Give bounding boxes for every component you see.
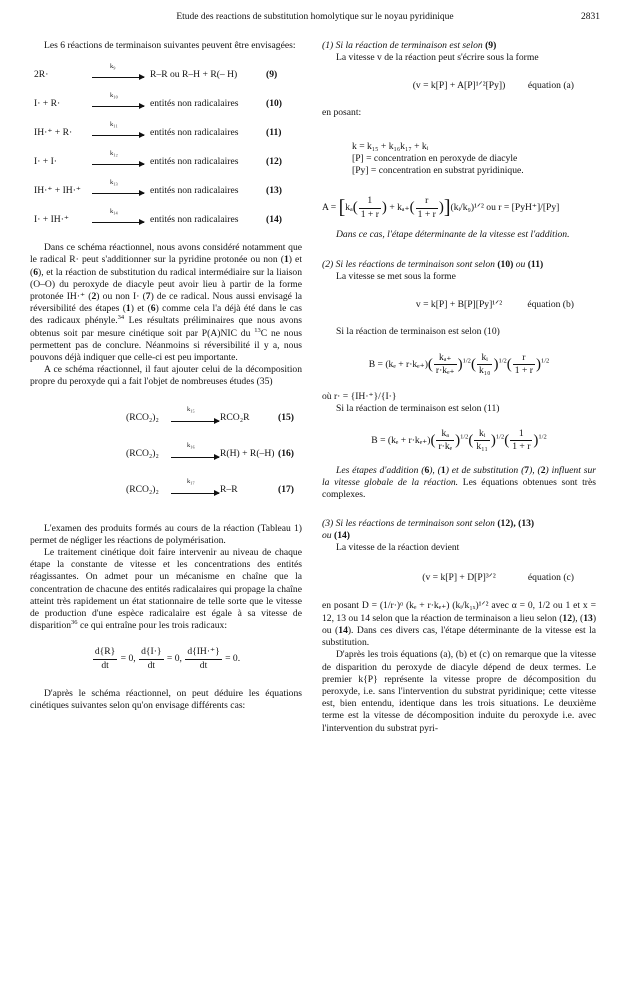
equation-A: A = [kₐ( $\frac{1}{1 + r}$ ) + kₐ₊( $\frac{r}{1 + r}$ )](kᵢ/k₉)¹ᐟ² ou r = [PyH⁺]/[Py] — [322, 195, 560, 220]
products-paragraph: L'examen des produits formés au cours de la réaction (Tableau 1) permet de négliger les réactions de polymérisation. — [30, 522, 302, 546]
right-column — [322, 40, 596, 735]
reaction-num: (9) — [266, 69, 278, 80]
reaction-rhs: entités non radicalaires — [150, 127, 239, 138]
case1-line: La vitesse v de la réaction peut s'écrire sous la forme — [336, 52, 539, 64]
running-title: Etude des reactions de substitution homolytique sur le noyau pyridinique — [176, 12, 454, 22]
reaction-arrow — [92, 135, 144, 136]
equation-b: v = k[P] + B[P][Py]¹ᐟ² équation (b) — [415, 299, 574, 311]
intro-paragraph: Les 6 réactions de terminaison suivantes peuvent être envisagées: — [44, 40, 296, 51]
reaction-lhs: IH·⁺ + R· — [34, 127, 73, 138]
decomposition-reactions — [30, 395, 302, 503]
reaction-lhs: 2R· — [34, 69, 49, 80]
reaction-num: (13) — [266, 185, 282, 196]
reaction-num: (11) — [266, 127, 282, 138]
termination-reaction-row — [30, 58, 302, 87]
cases-paragraph: D'après le schéma réactionnel, on peut déduire les équations cinétiques suivantes selon qu'on envisage différents cas: — [30, 687, 302, 712]
reaction-arrow — [92, 193, 144, 194]
equation-c: (v = k[P] + D[P]³ᐟ² équation (c) — [422, 572, 574, 584]
reaction-num: (16) — [278, 448, 294, 460]
decomposition-paragraph: A ce schéma réactionnel, il faut ajouter celui de la décomposition propre du peroxyde qui a fait l'objet de nombreuses études (35) — [30, 364, 302, 388]
reaction-k: k₉ — [110, 63, 116, 70]
termination-reaction-row — [30, 116, 302, 145]
case2-heading: (2) Si les réactions de terminaison sont selon (10) ou (11) — [322, 259, 544, 271]
r-definition: où r· = {IH·⁺}/{I·} — [322, 391, 397, 403]
reaction-rhs: R(H) + R(–H) — [220, 448, 275, 460]
page-number: 2831 — [581, 12, 600, 22]
reaction-k: k₁₇ — [187, 478, 195, 486]
reaction-arrow — [92, 164, 144, 165]
reaction-k: k₁₆ — [187, 442, 195, 450]
steady-state-equations: $\frac{d\{R\}}{dt}$ = 0, $\frac{d\{I\cdot\}}{dt}$ = 0, $\frac{d\{IH\cdot^+\}}{dt}$ = 0. — [94, 646, 241, 671]
reaction-k: k₁₀ — [110, 92, 118, 99]
case2-line: La vitesse se met sous la forme — [336, 271, 456, 283]
decomposition-reaction-row — [30, 431, 302, 467]
case1-heading: (1) Si la réaction de terminaison est selon (9) — [322, 40, 497, 51]
equation-B10: B = (kₑ + r·kₑ₊)( $\frac{\text{kₐ₊}}{\text{r·kₑ₊}}$ )$^{1/2}$( $\frac{\text{kᵢ}}{\text{k₁₀}}$ )$^{1/2}$( $\frac{r}{1 + r}$ )$^{1/2}$ — [368, 351, 550, 377]
reaction-rhs: entités non radicalaires — [150, 185, 239, 196]
reaction-rhs: entités non radicalaires — [150, 214, 239, 225]
reaction-lhs: IH·⁺ + IH·⁺ — [34, 185, 81, 196]
reaction-rhs: R–R ou R–H + R(– H) — [150, 69, 238, 80]
en-posant: en posant: — [322, 106, 362, 118]
case3-heading: (3) Si les réactions de terminaison sont selon (12), (13) ou (14) — [322, 517, 535, 541]
termination-reaction-row — [30, 87, 302, 116]
kinetics-paragraph: Le traitement cinétique doit faire intervenir au niveau de chaque étape la constante de vitesse et les concentrations des entités réagissantes. On admet pour un mécanisme en chaîne que la concentration de chacune des entités radicalaires qui propage la chaîne atteint très rapidement un état stationnaire de telle sorte que le vitesse de production d'une espèce radicalaire est égale à sa vitesse de disparition$^{36}$ ce qui entraîne pour les trois radicaux: — [30, 547, 302, 632]
termination-reaction-row — [30, 145, 302, 174]
reaction-k: k₁₄ — [110, 208, 118, 215]
reaction-rhs: R–R — [220, 484, 238, 496]
reaction-num: (17) — [278, 484, 294, 496]
reaction-lhs: (RCO₂)₂ — [126, 484, 159, 496]
reaction-arrow — [92, 106, 144, 107]
reaction-lhs: I· + I· — [34, 156, 57, 167]
scheme-paragraph: Dans ce schéma réactionnel, nous avons considéré notamment que le radical R· peut s'additionner sur la pyridine protonée ou non (1) et (6), et la réaction de substitution du radical intermédiaire sur la liaison (O–O) du peroxyde de diacyle peut avoir lieu à partir de la forme protonée IH·⁺ (2) ou non I· (7) de ce radical. Nous aussi envisagé la réversibilité des étapes (1) et (6) comme cela l'a déjà été dans le cas des radicaux phényle.$^{34}$ Les résultats préliminaires que nous avons obtenus soit par mesure cinétique soit par P(A)NIC du $^{13}$C ne nous permettent pas de conclure. Néanmoins si réversibilité il y a, nous pouvons déjà indiquer que celle-ci est peu importante. — [30, 242, 303, 364]
case1-note: Dans ce cas, l'étape déterminante de la vitesse est l'addition. — [336, 228, 570, 240]
termination-reaction-row — [30, 203, 302, 232]
reaction-k: k₁₂ — [110, 150, 118, 157]
reaction-k: k₁₁ — [110, 121, 118, 128]
reaction-lhs: (RCO₂)₂ — [126, 412, 159, 424]
reaction-rhs: entités non radicalaires — [150, 156, 239, 167]
reaction-rhs: RCO₂R — [220, 412, 250, 424]
case3-paragraph: en posant D = (1/r·)ᵅ (kₑ + r·kₑ₊) (kᵢ/k₁ₓ)¹ᐟ² avec α = 0, 1/2 ou 1 et x = 12, 13 ou 14 selon que la réaction de terminaison a lieu selon (12), (13) ou (14). Dans ces divers cas, l'étape déterminante de la vitesse est la substitution. — [322, 600, 597, 649]
reaction-lhs: I· + R· — [34, 98, 61, 109]
reaction-arrow — [171, 421, 219, 422]
equation-B11: B = (kₑ + r·kₑ₊)( $\frac{\text{kₐ}}{\text{r·kₑ}}$ )$^{1/2}$( $\frac{\text{kᵢ}}{\text{k₁₁}}$ )$^{1/2}$( $\frac{1}{1 + r}$ )$^{1/2}$ — [371, 427, 547, 452]
equation-a: (v = k[P] + A[P]¹ᐟ²[Py]) équation (a) — [412, 80, 574, 92]
reaction-num: (12) — [266, 156, 282, 167]
definitions: k = k₁₅ + k₁₆k₁₇ + kᵢ [P] = concentration en peroxyde de diacyle [Py] = concentration en substrat pyridinique. — [352, 140, 524, 177]
reaction-k: k₁₅ — [187, 406, 195, 414]
case3-line: La vitesse de la réaction devient — [336, 542, 460, 554]
left-column — [30, 40, 302, 712]
reaction-arrow — [171, 493, 219, 494]
reaction-lhs: I· + IH·⁺ — [34, 214, 69, 225]
reaction-num: (14) — [266, 214, 282, 225]
case2-note: Les étapes d'addition (6), (1) et de substitution (7), (2) influent sur la vitesse globale de la réaction. Les équations obtenues sont très complexes. — [322, 465, 596, 501]
reaction-arrow — [92, 77, 144, 78]
case2-line2: Si la réaction de terminaison est selon (10) — [336, 325, 500, 337]
reaction-arrow — [92, 222, 144, 223]
termination-reactions — [30, 58, 302, 232]
reaction-num: (15) — [278, 412, 294, 424]
reaction-num: (10) — [266, 98, 282, 109]
reaction-rhs: entités non radicalaires — [150, 98, 239, 109]
case2-line3: Si la réaction de terminaison est selon (11) — [336, 403, 500, 415]
running-header — [30, 12, 600, 26]
reaction-arrow — [171, 457, 219, 458]
decomposition-reaction-row — [30, 467, 302, 503]
reaction-lhs: (RCO₂)₂ — [126, 448, 159, 460]
reaction-k: k₁₃ — [110, 179, 118, 186]
termination-reaction-row — [30, 174, 302, 203]
conclusion-paragraph: D'après les trois équations (a), (b) et (c) on remarque que la vitesse de disparition du peroxyde de diacyle dépend de deux termes. Le premier k{P} représente la vitesse propre de décomposition du peroxyde, i.e. sans l'intervention du substrat pyridinique; cette vitesse est, bien entendu, identique dans les trois situations. Le deuxième terme est la vitesse de décomposition induite du peroxyde i.e. avec l'intervention du substrat pyri- — [322, 649, 596, 734]
decomposition-reaction-row — [30, 395, 302, 431]
